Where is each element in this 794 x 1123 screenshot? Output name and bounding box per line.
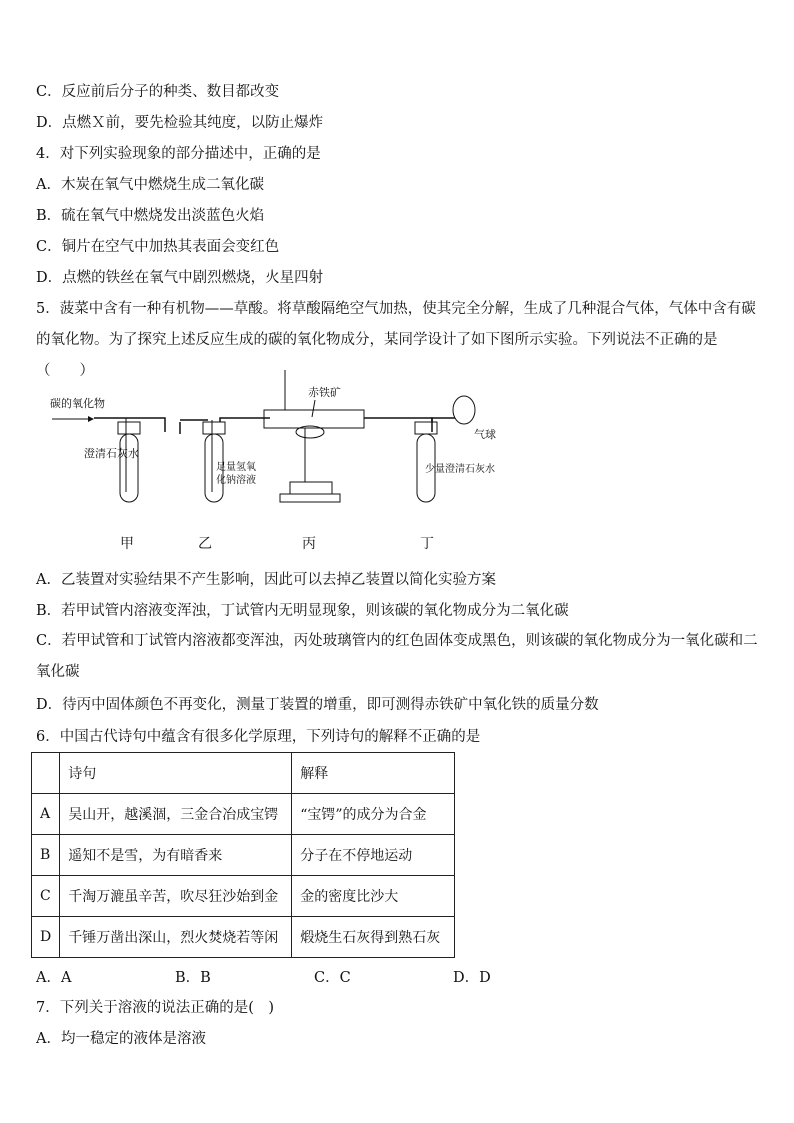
tube-ding-balloon (432, 418, 455, 422)
q6-option-c: C．C (314, 970, 351, 986)
q6-option-d: D．D (453, 970, 491, 986)
ding-liquid-small-label: 少量 (425, 464, 445, 475)
q4-option-b: B．硫在氧气中燃烧发出淡蓝色火焰 (36, 208, 265, 224)
q5-option-a: A．乙装置对实验结果不产生影响，因此可以去掉乙装置以简化实验方案 (36, 572, 496, 588)
table-row (32, 835, 455, 876)
label-jia: 甲 (120, 536, 134, 552)
q4-stem: 4．对下列实验现象的部分描述中，正确的是 (36, 146, 321, 162)
yi-stopper (203, 422, 225, 434)
ore-label: 赤铁矿 (308, 386, 341, 399)
table-header-cell: 诗句 (60, 753, 292, 794)
row-label: D (32, 917, 60, 958)
jia-liquid-label: 澄清石灰水 (84, 447, 139, 460)
poem-cell: 千锤万凿出深山，烈火焚烧若等闲 (60, 917, 292, 958)
label-bing: 丙 (302, 536, 316, 552)
q7-stem: 7．下列关于溶液的说法正确的是( ) (36, 1000, 275, 1016)
explanation-cell: 金的密度比沙大 (292, 876, 455, 917)
balloon-label: 气球 (474, 428, 496, 441)
tube-yi-bing (220, 418, 270, 422)
bing-glass-tube (264, 410, 364, 428)
ding-stopper (415, 422, 437, 434)
q4-option-a: A．木炭在氧气中燃烧生成二氧化碳 (36, 177, 264, 193)
row-label: A (32, 794, 60, 835)
row-label: C (32, 876, 60, 917)
q4-option-c: C．铜片在空气中加热其表面会变红色 (36, 239, 280, 255)
table-header-row (32, 753, 455, 794)
table-row (32, 794, 455, 835)
table-header-cell: 解释 (292, 753, 455, 794)
alcohol-lamp (280, 482, 340, 502)
q5-option-b: B．若甲试管内溶液变浑浊，丁试管内无明显现象，则该碳的氧化物成分为二氧化碳 (36, 603, 569, 619)
jia-test-tube (120, 434, 138, 502)
ore-pointer (312, 400, 315, 417)
explanation-cell: 煅烧生石灰得到熟石灰 (292, 917, 455, 958)
q6-option-a: A．A (36, 970, 72, 986)
q7-option-a: A．均一稳定的液体是溶液 (36, 1031, 206, 1047)
explanation-cell: 分子在不停地运动 (292, 835, 455, 876)
tube-jia-yi (94, 418, 208, 434)
inlet-arrowhead (88, 416, 94, 422)
q5-option-d: D．待丙中固体颜色不再变化，测量丁装置的增重，即可测得赤铁矿中氧化铁的质量分数 (36, 697, 599, 713)
table-row (32, 876, 455, 917)
inlet-label: 碳的氧化物 (50, 397, 105, 410)
q6-option-b: B．B (175, 970, 211, 986)
table-row (32, 917, 455, 958)
q5-option-c: C．若甲试管和丁试管内溶液都变浑浊，丙处玻璃管内的红色固体变成黑色，则该碳的氧化物成分为一氧化碳和二氧化碳 (36, 633, 758, 680)
poem-cell: 千淘万漉虽辛苦，吹尽狂沙始到金 (60, 876, 292, 917)
q3-option-c: C．反应前后分子的种类、数目都改变 (36, 84, 280, 100)
label-yi: 乙 (198, 536, 212, 552)
table-header-cell (32, 753, 60, 794)
yi-liquid-label-1: 足量氢氧 (216, 462, 256, 473)
experiment-apparatus-diagram (40, 362, 520, 562)
q4-option-d: D．点燃的铁丝在氧气中剧烈燃烧，火星四射 (36, 270, 324, 286)
q6-table (31, 752, 455, 958)
label-ding: 丁 (420, 536, 434, 552)
yi-liquid-label-2: 化钠溶液 (216, 475, 256, 486)
row-label: B (32, 835, 60, 876)
balloon (453, 396, 475, 424)
q6-stem: 6．中国古代诗句中蕴含有很多化学原理，下列诗句的解释不正确的是 (36, 729, 481, 745)
tube-bing-ding (364, 418, 432, 432)
explanation-cell: “宝锷”的成分为合金 (292, 794, 455, 835)
poem-cell: 遥知不是雪，为有暗香来 (60, 835, 292, 876)
q3-option-d: D．点燃Ｘ前，要先检验其纯度，以防止爆炸 (36, 115, 324, 131)
jia-stopper (118, 422, 140, 434)
q5-stem: 5．菠菜中含有一种有机物——草酸。将草酸隔绝空气加热，使其完全分解，生成了几种混合气体，气体中含有碳的氧化物。为了探究上述反应生成的碳的氧化物成分，某同学设计了如下图所示实验。下列说法不正确的是（ ） (36, 301, 756, 379)
ding-liquid-label: 澄清石灰水 (445, 464, 495, 475)
poem-cell: 吴山开，越溪涸，三金合冶成宝锷 (60, 794, 292, 835)
